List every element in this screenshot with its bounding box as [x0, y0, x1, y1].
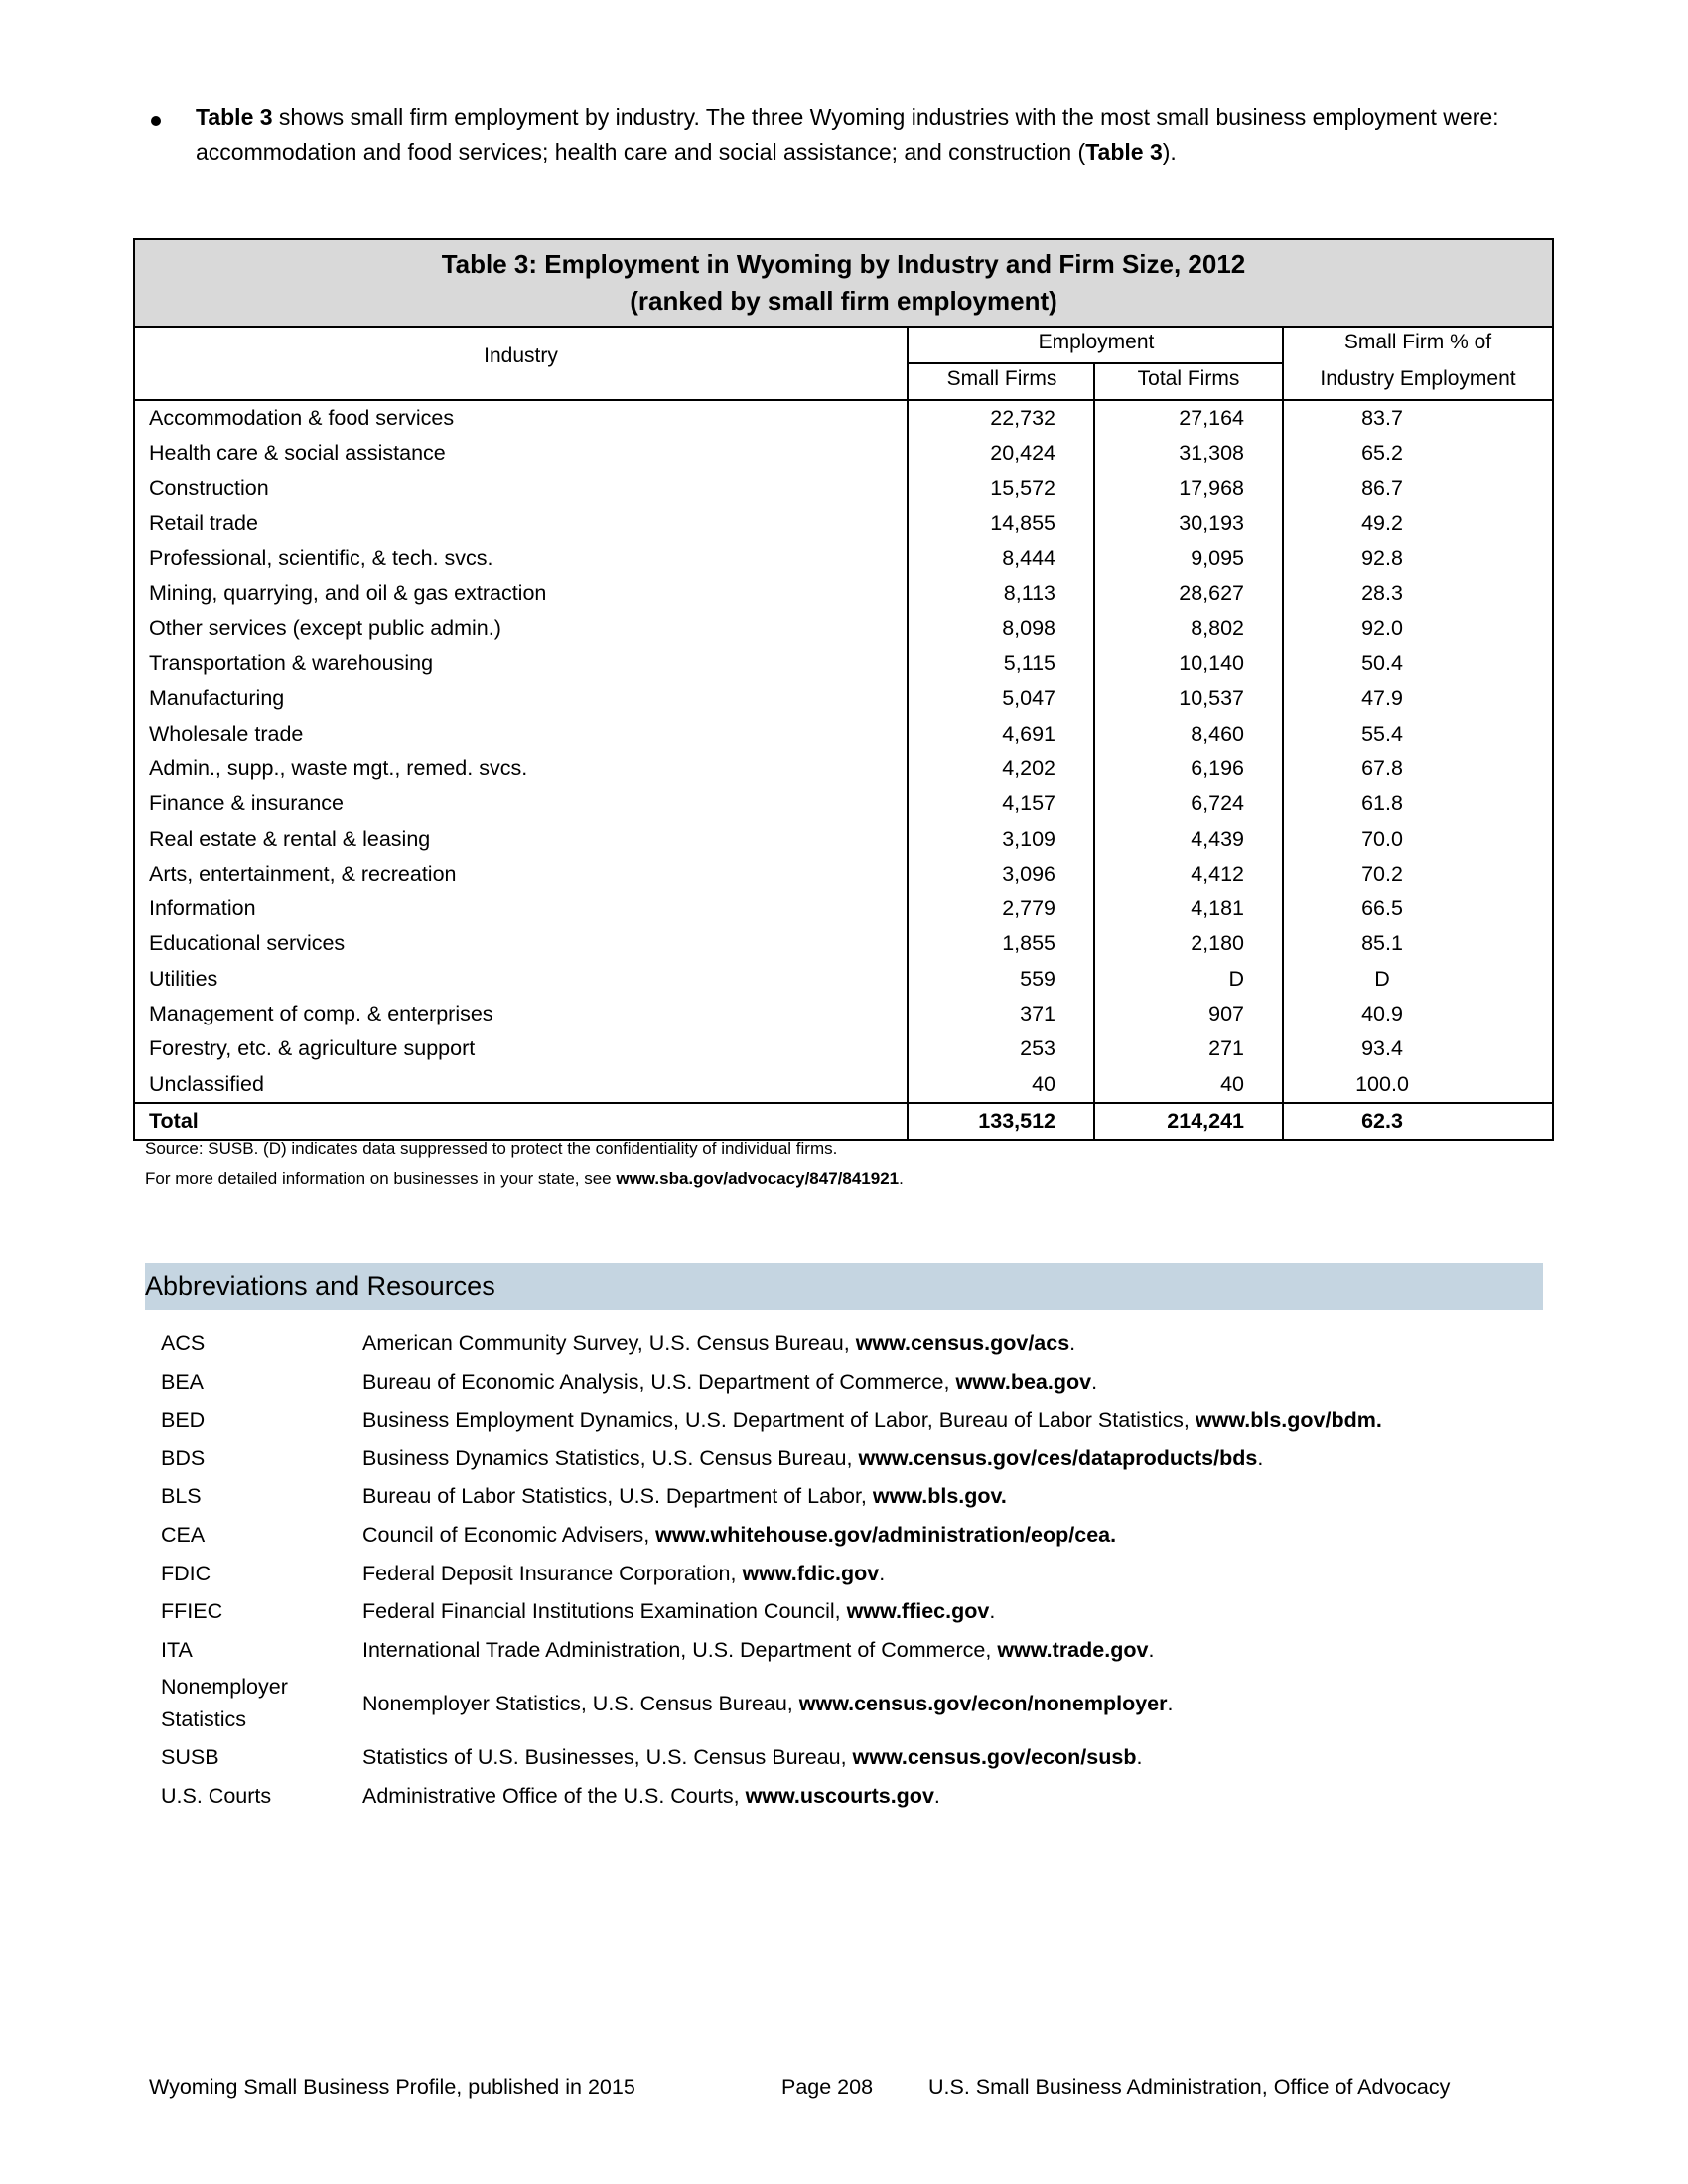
cell-small: 20,424: [990, 441, 1055, 466]
abbreviations-heading-band: [145, 1263, 1543, 1310]
abbreviation-desc: [362, 1777, 940, 1816]
cell-small: 3,109: [1002, 826, 1055, 851]
total-total: 214,241: [1167, 1108, 1244, 1133]
abbreviation-item: [161, 1738, 1571, 1777]
abbreviation-desc: [362, 1477, 1007, 1516]
abbreviation-desc: [362, 1669, 1174, 1738]
desc-text: Business Employment Dynamics, U.S. Department of Labor, Bureau of Labor Statistics,: [362, 1408, 1196, 1433]
term-line1: Nonemployer: [161, 1675, 288, 1700]
resource-link[interactable]: www.ffiec.gov: [846, 1599, 990, 1624]
abbreviation-desc: [362, 1401, 1382, 1439]
table-body: [135, 401, 1552, 1139]
table-row: [135, 962, 1552, 997]
abbreviation-item: [161, 1439, 1571, 1478]
cell-total: 9,095: [1191, 546, 1244, 571]
resource-link[interactable]: www.census.gov/econ/susb: [852, 1745, 1137, 1770]
cell-pct: 61.8: [1361, 791, 1403, 816]
cell-industry: Other services (except public admin.): [149, 615, 501, 640]
abbreviation-term: ITA: [161, 1637, 193, 1662]
resource-link[interactable]: www.fdic.gov: [742, 1561, 880, 1585]
cell-small: 4,157: [1002, 791, 1055, 816]
table-row: [135, 926, 1552, 961]
cell-total: 10,537: [1179, 686, 1244, 711]
more-info-text: For more detailed information on businesses in your state, see: [145, 1169, 617, 1188]
abbreviation-desc: [362, 1631, 1154, 1670]
table-row: [135, 786, 1552, 821]
abbreviation-desc: [362, 1592, 995, 1631]
abbreviation-term: BLS: [161, 1484, 202, 1509]
abbreviation-desc: [362, 1324, 1075, 1363]
cell-total: 40: [1220, 1071, 1244, 1096]
cell-pct: 67.8: [1361, 755, 1403, 780]
abbreviation-term: FDIC: [161, 1561, 211, 1585]
table-row: [135, 401, 1552, 436]
cell-pct: 65.2: [1361, 441, 1403, 466]
cell-industry: Admin., supp., waste mgt., remed. svcs.: [149, 755, 528, 780]
cell-industry: Educational services: [149, 931, 346, 956]
resource-link[interactable]: www.trade.gov: [997, 1637, 1149, 1662]
employment-table: [133, 238, 1554, 1141]
desc-tail: .: [1148, 1637, 1155, 1662]
desc-text: Statistics of U.S. Businesses, U.S. Census Bureau,: [362, 1745, 853, 1770]
cell-industry: Manufacturing: [149, 686, 285, 711]
cell-industry: Management of comp. & enterprises: [149, 1002, 493, 1026]
cell-pct: 92.0: [1361, 615, 1403, 640]
resource-link[interactable]: www.bls.gov.: [872, 1484, 1007, 1509]
resource-link[interactable]: www.census.gov/ces/dataproducts/bds: [858, 1445, 1258, 1470]
cell-industry: Finance & insurance: [149, 791, 344, 816]
cell-industry: Mining, quarrying, and oil & gas extraction: [149, 581, 547, 606]
table-row: [135, 997, 1552, 1031]
intro-bold-lead: Table 3: [196, 104, 273, 130]
cell-industry: Real estate & rental & leasing: [149, 826, 431, 851]
cell-small: 1,855: [1002, 931, 1055, 956]
cell-total: 28,627: [1179, 581, 1244, 606]
cell-pct: 40.9: [1361, 1002, 1403, 1026]
cell-pct: 70.0: [1361, 826, 1403, 851]
cell-small: 253: [1020, 1036, 1055, 1061]
cell-total: 4,181: [1191, 896, 1244, 921]
cell-industry: Unclassified: [149, 1071, 264, 1096]
abbreviation-desc: [362, 1516, 1116, 1555]
cell-industry: Wholesale trade: [149, 721, 304, 746]
cell-total: 8,460: [1191, 721, 1244, 746]
desc-tail: .: [933, 1783, 940, 1808]
cell-total: 4,439: [1191, 826, 1244, 851]
table-row: [135, 857, 1552, 891]
total-small: 133,512: [978, 1108, 1055, 1133]
resource-link[interactable]: www.bls.gov/bdm.: [1195, 1408, 1382, 1433]
cell-industry: Professional, scientific, & tech. svcs.: [149, 546, 493, 571]
desc-text: Council of Economic Advisers,: [362, 1522, 656, 1547]
cell-small: 2,779: [1002, 896, 1055, 921]
table-title: [135, 240, 1552, 328]
bullet-icon: [151, 116, 161, 126]
cell-industry: Information: [149, 896, 256, 921]
footer-publication: Wyoming Small Business Profile, published in 2015: [149, 2075, 635, 2099]
abbreviation-item: [161, 1324, 1571, 1363]
desc-tail: .: [1069, 1331, 1076, 1355]
cell-industry: Arts, entertainment, & recreation: [149, 861, 457, 886]
header-pct-line2: Industry Employment: [1320, 367, 1516, 390]
desc-tail: .: [1136, 1745, 1143, 1770]
abbreviation-desc: [362, 1363, 1097, 1402]
table-title-line1: Table 3: Employment in Wyoming by Industry and Firm Size, 2012: [441, 249, 1246, 279]
intro-bold-ref: Table 3: [1085, 139, 1163, 165]
table-row: [135, 612, 1552, 646]
header-divider: [909, 362, 1284, 364]
cell-small: 371: [1020, 1002, 1055, 1026]
cell-small: 3,096: [1002, 861, 1055, 886]
header-employment: Employment: [1038, 331, 1155, 353]
more-info-note: [145, 1169, 904, 1189]
cell-total: D: [1228, 966, 1244, 991]
abbreviation-term: [161, 1671, 359, 1736]
abbreviation-item: [161, 1631, 1571, 1670]
table-row: [135, 472, 1552, 506]
cell-total: 271: [1208, 1036, 1244, 1061]
desc-text: International Trade Administration, U.S. Department of Commerce,: [362, 1637, 998, 1662]
abbreviation-desc: [362, 1439, 1263, 1478]
abbreviation-term: U.S. Courts: [161, 1783, 272, 1808]
header-pct-line1: Small Firm % of: [1343, 331, 1492, 353]
cell-small: 4,202: [1002, 755, 1055, 780]
cell-small: 8,098: [1002, 615, 1055, 640]
footer-publisher: U.S. Small Business Administration, Office of Advocacy: [928, 2075, 1451, 2099]
abbreviation-item: [161, 1592, 1571, 1631]
abbreviation-item: [161, 1363, 1571, 1402]
table-row: [135, 1067, 1552, 1102]
cell-pct: 47.9: [1361, 686, 1403, 711]
cell-pct: 100.0: [1355, 1071, 1409, 1096]
cell-small: 8,444: [1002, 546, 1055, 571]
desc-text: Administrative Office of the U.S. Courts,: [362, 1783, 746, 1808]
table-row: [135, 646, 1552, 681]
intro-paragraph: [196, 100, 1526, 170]
term-line2: Statistics: [161, 1707, 247, 1732]
cell-small: 22,732: [990, 406, 1055, 430]
total-pct: 62.3: [1361, 1108, 1403, 1133]
cell-pct: 93.4: [1361, 1036, 1403, 1061]
cell-industry: Utilities: [149, 966, 218, 991]
abbreviation-item: [161, 1477, 1571, 1516]
cell-total: 6,724: [1191, 791, 1244, 816]
desc-text: American Community Survey, U.S. Census Bureau,: [362, 1331, 856, 1355]
abbreviation-item: [161, 1401, 1571, 1439]
cell-pct: 28.3: [1361, 581, 1403, 606]
abbreviation-item: [161, 1555, 1571, 1593]
abbreviation-desc: [362, 1738, 1142, 1777]
abbreviation-term: ACS: [161, 1331, 206, 1355]
more-info-link[interactable]: www.sba.gov/advocacy/847/841921: [616, 1169, 900, 1188]
cell-total: 4,412: [1191, 861, 1244, 886]
resource-link[interactable]: www.uscourts.gov: [745, 1783, 934, 1808]
cell-pct: D: [1374, 966, 1390, 991]
cell-small: 40: [1032, 1071, 1055, 1096]
desc-text: Bureau of Economic Analysis, U.S. Department of Commerce,: [362, 1369, 956, 1394]
desc-tail: .: [879, 1561, 886, 1585]
table-row: [135, 506, 1552, 541]
table-row: [135, 681, 1552, 716]
abbreviations-heading: Abbreviations and Resources: [145, 1271, 495, 1300]
cell-industry: Health care & social assistance: [149, 441, 446, 466]
abbreviation-item: [161, 1777, 1571, 1816]
abbreviation-item: [161, 1516, 1571, 1555]
cell-small: 14,855: [990, 510, 1055, 535]
header-industry: Industry: [484, 344, 558, 367]
table-header: [135, 328, 1552, 401]
cell-total: 907: [1208, 1002, 1244, 1026]
cell-total: 6,196: [1191, 755, 1244, 780]
cell-pct: 66.5: [1361, 896, 1403, 921]
abbreviations-list: [161, 1324, 1571, 1816]
cell-pct: 83.7: [1361, 406, 1403, 430]
intro-text: shows small firm employment by industry. The three Wyoming industries with the most small business employment were: accommodation and food services; health care and social assistance; and construction (: [196, 104, 1499, 165]
abbreviation-term: BDS: [161, 1445, 206, 1470]
abbreviation-term: SUSB: [161, 1745, 219, 1770]
table-row: [135, 436, 1552, 471]
resource-link[interactable]: www.census.gov/econ/nonemployer: [798, 1692, 1168, 1716]
cell-small: 15,572: [990, 476, 1055, 500]
footer-page-number: Page 208: [781, 2075, 874, 2099]
cell-total: 2,180: [1191, 931, 1244, 956]
table-row: [135, 717, 1552, 751]
desc-text: Business Dynamics Statistics, U.S. Census Bureau,: [362, 1445, 859, 1470]
header-total-firms: Total Firms: [1137, 367, 1240, 390]
table-title-line2: (ranked by small firm employment): [630, 286, 1057, 316]
abbreviation-term: BED: [161, 1408, 206, 1433]
cell-pct: 55.4: [1361, 721, 1403, 746]
header-small-firms: Small Firms: [946, 367, 1057, 390]
cell-industry: Forestry, etc. & agriculture support: [149, 1036, 476, 1061]
cell-pct: 86.7: [1361, 476, 1403, 500]
desc-text: Federal Deposit Insurance Corporation,: [362, 1561, 743, 1585]
cell-total: 8,802: [1191, 615, 1244, 640]
table-row: [135, 1031, 1552, 1066]
desc-text: Nonemployer Statistics, U.S. Census Bureau,: [362, 1692, 799, 1716]
desc-tail: .: [1167, 1692, 1174, 1716]
table-row: [135, 751, 1552, 786]
resource-link[interactable]: www.census.gov/acs: [855, 1331, 1070, 1355]
resource-link[interactable]: www.whitehouse.gov/administration/eop/cea.: [655, 1522, 1117, 1547]
abbreviation-item: [161, 1669, 1571, 1738]
cell-small: 4,691: [1002, 721, 1055, 746]
table-row: [135, 891, 1552, 926]
table-row: [135, 822, 1552, 857]
abbreviation-term: FFIEC: [161, 1599, 223, 1624]
intro-tail: ).: [1162, 139, 1177, 165]
cell-small: 8,113: [1003, 581, 1055, 606]
abbreviation-desc: [362, 1555, 885, 1593]
cell-industry: Retail trade: [149, 510, 258, 535]
cell-total: 31,308: [1179, 441, 1244, 466]
resource-link[interactable]: www.bea.gov: [955, 1369, 1092, 1394]
desc-tail: .: [1257, 1445, 1264, 1470]
cell-pct: 85.1: [1361, 931, 1403, 956]
desc-tail: .: [1091, 1369, 1098, 1394]
abbreviation-term: BEA: [161, 1369, 205, 1394]
cell-small: 5,115: [1003, 651, 1055, 676]
total-label: Total: [149, 1108, 199, 1133]
cell-total: 17,968: [1179, 476, 1244, 500]
desc-text: Federal Financial Institutions Examination Council,: [362, 1599, 847, 1624]
table-total-row: [135, 1102, 1552, 1139]
desc-tail: .: [989, 1599, 996, 1624]
cell-industry: Construction: [149, 476, 269, 500]
cell-small: 559: [1020, 966, 1055, 991]
cell-pct: 50.4: [1361, 651, 1403, 676]
cell-industry: Transportation & warehousing: [149, 651, 434, 676]
cell-pct: 92.8: [1361, 546, 1403, 571]
abbreviation-term: CEA: [161, 1522, 206, 1547]
cell-total: 10,140: [1179, 651, 1244, 676]
cell-total: 30,193: [1179, 510, 1244, 535]
cell-small: 5,047: [1002, 686, 1055, 711]
source-note: Source: SUSB. (D) indicates data suppressed to protect the confidentiality of individual firms.: [145, 1139, 838, 1158]
cell-pct: 70.2: [1361, 861, 1403, 886]
cell-pct: 49.2: [1361, 510, 1403, 535]
cell-industry: Accommodation & food services: [149, 406, 455, 430]
table-row: [135, 541, 1552, 576]
table-row: [135, 576, 1552, 611]
cell-total: 27,164: [1179, 406, 1244, 430]
desc-text: Bureau of Labor Statistics, U.S. Department of Labor,: [362, 1484, 873, 1509]
more-info-tail: .: [899, 1169, 904, 1188]
